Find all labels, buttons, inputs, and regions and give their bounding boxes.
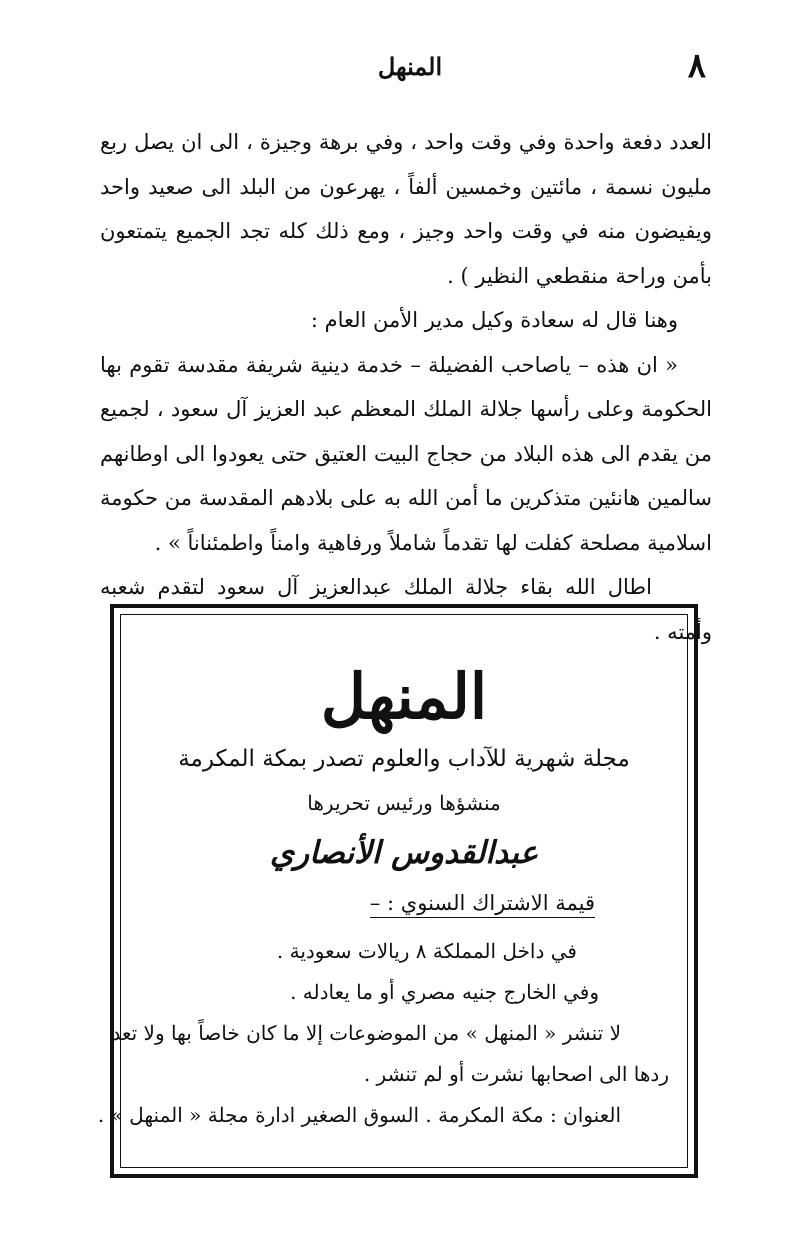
magazine-description: مجلة شهرية للآداب والعلوم تصدر بمكة المكرمة xyxy=(178,746,630,772)
abroad-price-line: وفي الخارج جنيه مصري أو ما يعادله . xyxy=(290,980,599,1004)
editor-name: عبدالقدوس الأنصاري xyxy=(269,835,539,871)
page-header xyxy=(100,46,706,90)
policy-line-1: لا تنشر « المنهل » من الموضوعات إلا ما كان خاصاً بها ولا تعد xyxy=(111,1021,621,1045)
editor-label: منشؤها ورئيس تحريرها xyxy=(307,791,501,815)
running-title: المنهل xyxy=(377,52,443,81)
magazine-title: المنهل xyxy=(320,660,488,733)
magazine-advertisement-box xyxy=(97,604,698,1178)
address-line: العنوان : مكة المكرمة . السوق الصغير ادارة مجلة « المنهل » . xyxy=(97,1103,621,1127)
paragraph-1: العدد دفعة واحدة وفي وقت واحد ، وفي برهة وجيزة ، الى ان يصل ربع مليون نسمة ، مائتين وخمسين ألفاً ، يهرعون من البلد الى صعيد واحد ويفيضون منه في وقت واحد وجيز ، ومع ذلك كله تجد الجميع يتمتعون بأمن وراحة منقطعي النظير ) . xyxy=(100,130,712,288)
paragraph-2: وهنا قال له سعادة وكيل مدير الأمن العام : xyxy=(310,308,678,332)
advertisement-details xyxy=(97,931,669,1136)
page-number: ٨ xyxy=(687,46,706,86)
advertisement-inner-frame xyxy=(97,614,688,1168)
paragraph-4: اطال الله بقاء جلالة الملك عبدالعزيز آل سعود لتقدم شعبه وأمته . xyxy=(100,575,712,644)
domestic-price-line: في داخل المملكة ٨ ريالات سعودية . xyxy=(276,939,577,963)
paragraph-3: « ان هذه – ياصاحب الفضيلة – خدمة دينية شريفة مقدسة تقوم بها الحكومة وعلى رأسها جلالة الملك المعظم عبد العزيز آل سعود ، لجميع من يقدم الى هذه البلاد من حجاج البيت العتيق حتى يعودوا الى اوطانهم سالمين هانئين متذكرين ما أمن الله به على بلادهم المقدسة من حكومة اسلامية مصلحة كفلت لها تقدماً شاملاً ورفاهية وامناً واطمئناناً » . xyxy=(100,352,712,555)
article-body xyxy=(100,120,712,654)
policy-line-2: ردها الى اصحابها نشرت أو لم تنشر . xyxy=(363,1062,669,1086)
subscription-heading: قيمة الاشتراك السنوي : – xyxy=(370,891,595,918)
